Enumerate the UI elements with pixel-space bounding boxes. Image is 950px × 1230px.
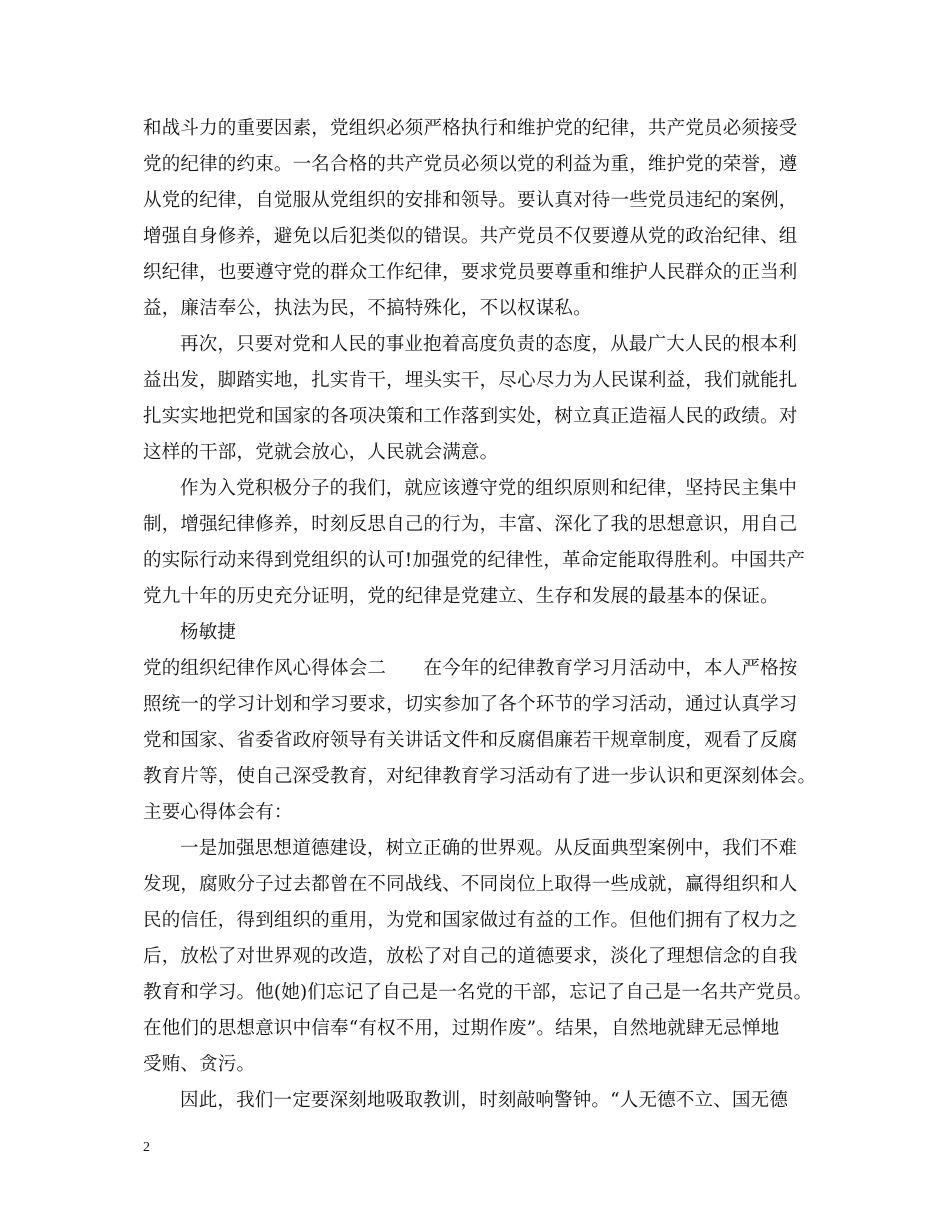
text-line: 在他们的思想意识中信奉“有权不用，过期作废”。结果，自然地就肆无忌惮地	[143, 1018, 780, 1039]
text-line: 益出发，脚踏实地，扎实肯干，埋头实干，尽心尽力为人民谋利益，我们就能扎	[143, 370, 798, 391]
text-line: 扎实实地把党和国家的各项决策和工作落到实处，树立真正造福人民的政绩。对	[143, 406, 798, 427]
text-line: 作为入党积极分子的我们，就应该遵守党的组织原则和纪律，坚持民主集中	[180, 478, 798, 499]
text-line: 增强自身修养，避免以后犯类似的错误。共产党员不仅要遵从党的政治纪律、组	[143, 226, 798, 247]
text-line: 从党的纪律，自觉服从党组织的安排和领导。要认真对待一些党员违纪的案例，	[143, 190, 798, 211]
text-line: 照统一的学习计划和学习要求，切实参加了各个环节的学习活动，通过认真学习	[143, 694, 798, 715]
text-line: 杨敏捷	[180, 622, 237, 643]
text-line: 教育和学习。他(她)们忘记了自己是一名党的干部，忘记了自己是一名共产党员。	[143, 982, 813, 1003]
text-line: 这样的干部，党就会放心，人民就会满意。	[143, 442, 499, 463]
text-line: 教育片等，使自己深受教育，对纪律教育学习活动有了进一步认识和更深刻体会。	[143, 766, 817, 787]
text-line: 制，增强纪律修养，时刻反思自己的行为，丰富、深化了我的思想意识，用自己	[143, 514, 798, 535]
text-line: 受贿、贪污。	[143, 1054, 256, 1075]
text-line: 益，廉洁奉公，执法为民，不搞特殊化，不以权谋私。	[143, 298, 592, 319]
text-line: 的实际行动来得到党组织的认可!加强党的纪律性，革命定能取得胜利。中国共产	[143, 550, 806, 571]
page-number: 2	[143, 1140, 150, 1155]
text-line: 发现，腐败分子过去都曾在不同战线、不同岗位上取得一些成就，赢得组织和人	[143, 874, 798, 895]
text-line: 党九十年的历史充分证明，党的纪律是党建立、生存和发展的最基本的保证。	[143, 586, 779, 607]
text-line: 后，放松了对世界观的改造，放松了对自己的道德要求，淡化了理想信念的自我	[143, 946, 798, 967]
text-line: 党的组织纪律作风心得体会二 在今年的纪律教育学习月活动中，本人严格按	[143, 658, 798, 679]
text-line: 民的信任，得到组织的重用，为党和国家做过有益的工作。但他们拥有了权力之	[143, 910, 798, 931]
text-line: 和战斗力的重要因素，党组织必须严格执行和维护党的纪律，共产党员必须接受	[143, 118, 798, 139]
text-line: 织纪律，也要遵守党的群众工作纪律，要求党员要尊重和维护人民群众的正当利	[143, 262, 798, 283]
text-line: 再次，只要对党和人民的事业抱着高度负责的态度，从最广大人民的根本利	[180, 334, 798, 355]
text-line: 党和国家、省委省政府领导有关讲话文件和反腐倡廉若干规章制度，观看了反腐	[143, 730, 798, 751]
text-line: 党的纪律的约束。一名合格的共产党员必须以党的利益为重，维护党的荣誉，遵	[143, 154, 798, 175]
text-line: 主要心得体会有：	[143, 802, 293, 823]
text-line: 一是加强思想道德建设，树立正确的世界观。从反面典型案例中，我们不难	[180, 838, 798, 859]
text-line: 因此，我们一定要深刻地吸取教训，时刻敲响警钟。“人无德不立、国无德	[180, 1090, 789, 1111]
